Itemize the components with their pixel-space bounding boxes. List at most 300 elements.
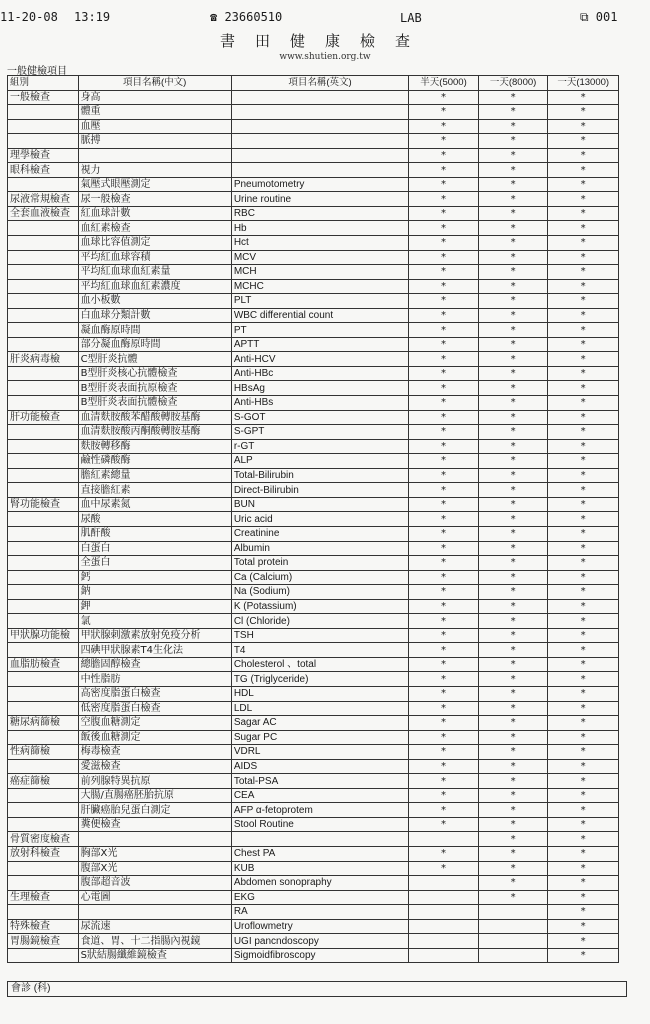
row-name-zh: 鹼性磷酸酶 bbox=[78, 454, 231, 469]
row-name-zh: 血中尿素氮 bbox=[78, 497, 231, 512]
row-mark-one-day-13000: * bbox=[548, 861, 619, 876]
row-mark-one-day-13000: * bbox=[548, 90, 619, 105]
fax-lab: LAB bbox=[400, 11, 422, 25]
row-mark-one-day-13000: * bbox=[548, 745, 619, 760]
row-name-zh: 血小板數 bbox=[78, 294, 231, 309]
row-mark-one-day-13000: * bbox=[548, 134, 619, 149]
row-name-en: T4 bbox=[231, 643, 408, 658]
row-category bbox=[8, 541, 79, 556]
row-name-en: Sugar PC bbox=[231, 730, 408, 745]
row-name-en: Total-Bilirubin bbox=[231, 468, 408, 483]
row-name-zh: 四碘甲狀腺素T4生化法 bbox=[78, 643, 231, 658]
table-row bbox=[8, 686, 619, 701]
row-name-zh: 腹部X光 bbox=[78, 861, 231, 876]
exam-items-table bbox=[7, 75, 619, 963]
row-name-zh: 胸部X光 bbox=[78, 846, 231, 861]
row-mark-one-day-13000: * bbox=[548, 657, 619, 672]
row-category: 一般檢查 bbox=[8, 90, 79, 105]
table-row bbox=[8, 526, 619, 541]
row-mark-one-day-13000: * bbox=[548, 396, 619, 411]
row-mark-one-day-8000: * bbox=[478, 614, 548, 629]
row-mark-one-day-8000 bbox=[478, 905, 548, 920]
row-mark-one-day-13000: * bbox=[548, 512, 619, 527]
table-row bbox=[8, 468, 619, 483]
row-mark-half-day bbox=[409, 948, 479, 963]
row-category: 胃腸鏡檢查 bbox=[8, 934, 79, 949]
row-name-en bbox=[231, 134, 408, 149]
table-row bbox=[8, 745, 619, 760]
row-mark-one-day-8000 bbox=[478, 934, 548, 949]
row-category: 特殊檢查 bbox=[8, 919, 79, 934]
row-mark-one-day-8000: * bbox=[478, 250, 548, 265]
row-name-zh: 大腸/直腸癌胚胎抗原 bbox=[78, 788, 231, 803]
row-name-zh: B型肝炎核心抗體檢查 bbox=[78, 366, 231, 381]
row-category bbox=[8, 396, 79, 411]
row-name-zh: 白血球分類計數 bbox=[78, 308, 231, 323]
row-mark-half-day: * bbox=[409, 366, 479, 381]
table-row bbox=[8, 337, 619, 352]
row-category: 放射科檢查 bbox=[8, 846, 79, 861]
row-mark-one-day-8000: * bbox=[478, 308, 548, 323]
table-row bbox=[8, 861, 619, 876]
row-mark-one-day-13000: * bbox=[548, 890, 619, 905]
row-category bbox=[8, 483, 79, 498]
row-name-en: Total-PSA bbox=[231, 774, 408, 789]
table-row bbox=[8, 643, 619, 658]
table-row bbox=[8, 672, 619, 687]
row-category bbox=[8, 439, 79, 454]
row-mark-one-day-13000: * bbox=[548, 497, 619, 512]
row-mark-one-day-8000 bbox=[478, 948, 548, 963]
row-mark-one-day-13000: * bbox=[548, 148, 619, 163]
row-mark-one-day-8000: * bbox=[478, 701, 548, 716]
row-name-en: AIDS bbox=[231, 759, 408, 774]
table-row bbox=[8, 148, 619, 163]
row-mark-half-day: * bbox=[409, 425, 479, 440]
table-row bbox=[8, 381, 619, 396]
table-row bbox=[8, 541, 619, 556]
row-category bbox=[8, 454, 79, 469]
row-name-en: Direct-Bilirubin bbox=[231, 483, 408, 498]
row-mark-one-day-8000: * bbox=[478, 541, 548, 556]
table-row bbox=[8, 628, 619, 643]
row-name-en: PT bbox=[231, 323, 408, 338]
row-mark-half-day: * bbox=[409, 265, 479, 280]
row-mark-one-day-8000: * bbox=[478, 556, 548, 571]
row-mark-half-day: * bbox=[409, 439, 479, 454]
table-row bbox=[8, 177, 619, 192]
row-name-zh: 尿流速 bbox=[78, 919, 231, 934]
row-mark-half-day: * bbox=[409, 759, 479, 774]
row-mark-one-day-13000: * bbox=[548, 381, 619, 396]
row-mark-one-day-8000: * bbox=[478, 817, 548, 832]
row-category: 全套血液檢查 bbox=[8, 206, 79, 221]
row-mark-one-day-8000: * bbox=[478, 337, 548, 352]
row-mark-half-day: * bbox=[409, 745, 479, 760]
table-row bbox=[8, 556, 619, 571]
fax-header bbox=[0, 8, 650, 48]
row-name-zh bbox=[78, 148, 231, 163]
row-mark-one-day-13000: * bbox=[548, 759, 619, 774]
row-name-zh: 膽紅素總量 bbox=[78, 468, 231, 483]
row-mark-one-day-13000: * bbox=[548, 948, 619, 963]
row-category bbox=[8, 265, 79, 280]
row-mark-half-day: * bbox=[409, 643, 479, 658]
table-row bbox=[8, 614, 619, 629]
table-row bbox=[8, 236, 619, 251]
row-name-zh: 前列腺特異抗原 bbox=[78, 774, 231, 789]
row-name-zh: B型肝炎表面抗原檢查 bbox=[78, 381, 231, 396]
table-row bbox=[8, 657, 619, 672]
row-name-zh: 脈搏 bbox=[78, 134, 231, 149]
table-header-row bbox=[8, 76, 619, 91]
row-name-zh: 飯後血糖測定 bbox=[78, 730, 231, 745]
row-mark-one-day-8000: * bbox=[478, 803, 548, 818]
row-category bbox=[8, 570, 79, 585]
row-mark-one-day-13000: * bbox=[548, 105, 619, 120]
row-mark-half-day: * bbox=[409, 279, 479, 294]
row-mark-half-day bbox=[409, 919, 479, 934]
row-name-zh: 鈣 bbox=[78, 570, 231, 585]
row-category bbox=[8, 308, 79, 323]
row-mark-one-day-13000: * bbox=[548, 905, 619, 920]
row-mark-half-day: * bbox=[409, 774, 479, 789]
row-category bbox=[8, 134, 79, 149]
row-mark-one-day-8000: * bbox=[478, 716, 548, 731]
row-category bbox=[8, 366, 79, 381]
row-mark-half-day: * bbox=[409, 294, 479, 309]
row-mark-half-day: * bbox=[409, 119, 479, 134]
row-name-en: Cholesterol 、total bbox=[231, 657, 408, 672]
row-mark-one-day-13000: * bbox=[548, 236, 619, 251]
row-name-en: K (Potassium) bbox=[231, 599, 408, 614]
row-name-zh: 食道、胃、十二指腸內視鏡 bbox=[78, 934, 231, 949]
row-category bbox=[8, 337, 79, 352]
table-row bbox=[8, 294, 619, 309]
row-mark-half-day: * bbox=[409, 396, 479, 411]
table-row bbox=[8, 730, 619, 745]
row-mark-one-day-13000: * bbox=[548, 352, 619, 367]
row-name-zh: 氣壓式眼壓測定 bbox=[78, 177, 231, 192]
row-mark-one-day-8000: * bbox=[478, 599, 548, 614]
col-header-one-day-13000: 一天(13000) bbox=[548, 76, 619, 91]
row-mark-one-day-13000: * bbox=[548, 876, 619, 891]
col-header-half-day: 半天(5000) bbox=[409, 76, 479, 91]
row-mark-one-day-13000: * bbox=[548, 541, 619, 556]
table-row bbox=[8, 512, 619, 527]
row-category bbox=[8, 556, 79, 571]
row-category bbox=[8, 686, 79, 701]
row-name-zh: 糞便檢查 bbox=[78, 817, 231, 832]
row-name-en: LDL bbox=[231, 701, 408, 716]
row-mark-one-day-13000: * bbox=[548, 716, 619, 731]
row-name-zh: 梅毒檢查 bbox=[78, 745, 231, 760]
row-mark-one-day-8000: * bbox=[478, 730, 548, 745]
row-name-zh: 視力 bbox=[78, 163, 231, 178]
row-name-en bbox=[231, 105, 408, 120]
row-name-zh: 甲狀腺刺激素放射免疫分析 bbox=[78, 628, 231, 643]
row-mark-half-day: * bbox=[409, 192, 479, 207]
row-name-en: Chest PA bbox=[231, 846, 408, 861]
row-mark-one-day-8000: * bbox=[478, 876, 548, 891]
table-row bbox=[8, 119, 619, 134]
row-category bbox=[8, 279, 79, 294]
row-mark-one-day-13000: * bbox=[548, 628, 619, 643]
row-mark-one-day-13000: * bbox=[548, 599, 619, 614]
row-mark-half-day: * bbox=[409, 236, 479, 251]
row-category: 骨質密度檢查 bbox=[8, 832, 79, 847]
row-category bbox=[8, 788, 79, 803]
row-mark-one-day-8000: * bbox=[478, 323, 548, 338]
row-mark-half-day: * bbox=[409, 90, 479, 105]
row-name-zh: 肌酐酸 bbox=[78, 526, 231, 541]
table-row bbox=[8, 890, 619, 905]
row-mark-half-day: * bbox=[409, 701, 479, 716]
row-mark-half-day: * bbox=[409, 570, 479, 585]
row-category bbox=[8, 803, 79, 818]
row-mark-one-day-8000: * bbox=[478, 381, 548, 396]
row-category bbox=[8, 119, 79, 134]
table-row bbox=[8, 701, 619, 716]
row-mark-one-day-8000: * bbox=[478, 788, 548, 803]
table-row bbox=[8, 905, 619, 920]
row-mark-half-day: * bbox=[409, 846, 479, 861]
row-mark-one-day-8000: * bbox=[478, 846, 548, 861]
row-mark-half-day: * bbox=[409, 163, 479, 178]
row-mark-one-day-8000: * bbox=[478, 585, 548, 600]
row-name-en bbox=[231, 119, 408, 134]
row-mark-half-day: * bbox=[409, 177, 479, 192]
table-row bbox=[8, 439, 619, 454]
table-row bbox=[8, 425, 619, 440]
row-name-zh: 血清麩胺酸苯醋酸轉胺基酶 bbox=[78, 410, 231, 425]
row-category bbox=[8, 250, 79, 265]
row-category bbox=[8, 381, 79, 396]
row-category bbox=[8, 599, 79, 614]
row-mark-one-day-8000: * bbox=[478, 206, 548, 221]
row-mark-half-day: * bbox=[409, 410, 479, 425]
row-mark-half-day: * bbox=[409, 381, 479, 396]
row-mark-one-day-13000: * bbox=[548, 803, 619, 818]
row-mark-one-day-8000: * bbox=[478, 134, 548, 149]
row-name-zh: 體重 bbox=[78, 105, 231, 120]
row-mark-one-day-8000: * bbox=[478, 294, 548, 309]
row-category: 理學檢查 bbox=[8, 148, 79, 163]
table-row bbox=[8, 396, 619, 411]
row-category: 血脂肪檢查 bbox=[8, 657, 79, 672]
row-category bbox=[8, 861, 79, 876]
row-mark-one-day-8000: * bbox=[478, 483, 548, 498]
table-row bbox=[8, 206, 619, 221]
fax-date: 11-20-08 bbox=[0, 10, 58, 24]
row-mark-half-day: * bbox=[409, 206, 479, 221]
row-name-zh: 尿一般檢查 bbox=[78, 192, 231, 207]
row-name-zh: 白蛋白 bbox=[78, 541, 231, 556]
row-mark-one-day-13000: * bbox=[548, 337, 619, 352]
row-name-en: Albumin bbox=[231, 541, 408, 556]
row-mark-half-day: * bbox=[409, 716, 479, 731]
row-mark-half-day: * bbox=[409, 556, 479, 571]
organization-title: 書田健康檢查 bbox=[219, 32, 430, 50]
row-mark-half-day bbox=[409, 890, 479, 905]
row-category: 性病篩檢 bbox=[8, 745, 79, 760]
table-row bbox=[8, 570, 619, 585]
row-mark-one-day-13000: * bbox=[548, 323, 619, 338]
row-mark-one-day-13000: * bbox=[548, 483, 619, 498]
row-category bbox=[8, 221, 79, 236]
row-name-en: Anti-HCV bbox=[231, 352, 408, 367]
col-header-name-zh: 項目名稱(中文) bbox=[78, 76, 231, 91]
col-header-category: 組別 bbox=[8, 76, 79, 91]
row-mark-one-day-13000: * bbox=[548, 177, 619, 192]
row-mark-half-day: * bbox=[409, 221, 479, 236]
row-category bbox=[8, 817, 79, 832]
table-body bbox=[8, 90, 619, 963]
row-category bbox=[8, 512, 79, 527]
row-category bbox=[8, 294, 79, 309]
row-mark-one-day-13000: * bbox=[548, 846, 619, 861]
row-mark-one-day-13000: * bbox=[548, 934, 619, 949]
row-mark-half-day: * bbox=[409, 454, 479, 469]
row-name-en: MCV bbox=[231, 250, 408, 265]
website-url: www.shutien.org.tw bbox=[279, 52, 371, 62]
row-mark-half-day: * bbox=[409, 526, 479, 541]
row-mark-one-day-8000: * bbox=[478, 105, 548, 120]
table-row bbox=[8, 774, 619, 789]
row-mark-half-day bbox=[409, 905, 479, 920]
row-mark-one-day-8000: * bbox=[478, 177, 548, 192]
row-mark-one-day-8000: * bbox=[478, 439, 548, 454]
row-mark-one-day-13000: * bbox=[548, 294, 619, 309]
row-mark-one-day-13000: * bbox=[548, 570, 619, 585]
row-mark-one-day-13000: * bbox=[548, 192, 619, 207]
table-row bbox=[8, 221, 619, 236]
row-name-en: Creatinine bbox=[231, 526, 408, 541]
row-name-en: Total protein bbox=[231, 556, 408, 571]
table-row bbox=[8, 934, 619, 949]
row-mark-one-day-13000: * bbox=[548, 556, 619, 571]
row-name-zh: 總膽固醇檢查 bbox=[78, 657, 231, 672]
table-row bbox=[8, 192, 619, 207]
table-row bbox=[8, 105, 619, 120]
row-mark-half-day: * bbox=[409, 148, 479, 163]
row-name-zh: 鉀 bbox=[78, 599, 231, 614]
row-mark-one-day-13000: * bbox=[548, 730, 619, 745]
row-name-zh: 血紅素檢查 bbox=[78, 221, 231, 236]
row-mark-one-day-8000: * bbox=[478, 425, 548, 440]
table-row bbox=[8, 716, 619, 731]
row-mark-one-day-8000: * bbox=[478, 497, 548, 512]
table-row bbox=[8, 599, 619, 614]
row-name-en: Ca (Calcium) bbox=[231, 570, 408, 585]
consultation-row bbox=[7, 981, 627, 997]
row-mark-one-day-13000: * bbox=[548, 686, 619, 701]
row-name-zh: 尿酸 bbox=[78, 512, 231, 527]
row-mark-half-day: * bbox=[409, 512, 479, 527]
row-mark-one-day-8000: * bbox=[478, 774, 548, 789]
row-name-zh: 腹部超音波 bbox=[78, 876, 231, 891]
row-mark-half-day: * bbox=[409, 803, 479, 818]
table-row bbox=[8, 948, 619, 963]
row-name-zh: B型肝炎表面抗體檢查 bbox=[78, 396, 231, 411]
table-row bbox=[8, 483, 619, 498]
row-mark-one-day-8000: * bbox=[478, 468, 548, 483]
row-category bbox=[8, 701, 79, 716]
row-mark-one-day-13000: * bbox=[548, 279, 619, 294]
row-mark-one-day-8000: * bbox=[478, 192, 548, 207]
row-mark-one-day-13000: * bbox=[548, 526, 619, 541]
row-name-en bbox=[231, 90, 408, 105]
row-mark-one-day-13000: * bbox=[548, 366, 619, 381]
row-mark-one-day-13000: * bbox=[548, 919, 619, 934]
row-mark-half-day: * bbox=[409, 468, 479, 483]
row-name-en: EKG bbox=[231, 890, 408, 905]
row-mark-one-day-13000: * bbox=[548, 221, 619, 236]
row-name-en: Sagar AC bbox=[231, 716, 408, 731]
row-mark-half-day: * bbox=[409, 134, 479, 149]
row-mark-one-day-13000: * bbox=[548, 250, 619, 265]
row-name-en: HBsAg bbox=[231, 381, 408, 396]
row-name-en: TSH bbox=[231, 628, 408, 643]
table-row bbox=[8, 832, 619, 847]
row-name-en: CEA bbox=[231, 788, 408, 803]
row-category bbox=[8, 105, 79, 120]
row-name-zh: 空腹血糖測定 bbox=[78, 716, 231, 731]
row-category: 肝炎病毒檢 bbox=[8, 352, 79, 367]
row-mark-one-day-13000: * bbox=[548, 454, 619, 469]
row-mark-one-day-8000: * bbox=[478, 759, 548, 774]
row-name-en: RA bbox=[231, 905, 408, 920]
table-row bbox=[8, 585, 619, 600]
row-mark-one-day-8000: * bbox=[478, 410, 548, 425]
row-name-zh: 血球比容值測定 bbox=[78, 236, 231, 251]
row-name-en: VDRL bbox=[231, 745, 408, 760]
table-row bbox=[8, 366, 619, 381]
row-category: 眼科檢查 bbox=[8, 163, 79, 178]
row-category bbox=[8, 323, 79, 338]
row-category bbox=[8, 643, 79, 658]
row-mark-one-day-13000: * bbox=[548, 163, 619, 178]
row-name-en: Urine routine bbox=[231, 192, 408, 207]
row-mark-one-day-13000: * bbox=[548, 265, 619, 280]
row-name-en: ALP bbox=[231, 454, 408, 469]
row-name-en: Pneumotometry bbox=[231, 177, 408, 192]
row-category bbox=[8, 585, 79, 600]
row-mark-half-day: * bbox=[409, 337, 479, 352]
row-name-en: Hb bbox=[231, 221, 408, 236]
row-name-en: Uroflowmetry bbox=[231, 919, 408, 934]
row-category: 糖尿病篩檢 bbox=[8, 716, 79, 731]
row-name-zh: S狀結腸纖維鏡檢查 bbox=[78, 948, 231, 963]
row-name-en: BUN bbox=[231, 497, 408, 512]
row-mark-half-day: * bbox=[409, 250, 479, 265]
row-category bbox=[8, 425, 79, 440]
row-category: 尿液常規檢查 bbox=[8, 192, 79, 207]
row-name-en: AFP α-fetoprotem bbox=[231, 803, 408, 818]
row-category bbox=[8, 468, 79, 483]
row-category: 甲狀腺功能檢 bbox=[8, 628, 79, 643]
row-mark-one-day-13000: * bbox=[548, 425, 619, 440]
row-mark-half-day: * bbox=[409, 541, 479, 556]
row-name-en: Hct bbox=[231, 236, 408, 251]
row-mark-one-day-13000: * bbox=[548, 817, 619, 832]
row-mark-one-day-13000: * bbox=[548, 701, 619, 716]
row-category bbox=[8, 672, 79, 687]
row-name-zh: 中性脂肪 bbox=[78, 672, 231, 687]
row-mark-one-day-13000: * bbox=[548, 468, 619, 483]
row-category bbox=[8, 236, 79, 251]
row-mark-one-day-13000: * bbox=[548, 439, 619, 454]
